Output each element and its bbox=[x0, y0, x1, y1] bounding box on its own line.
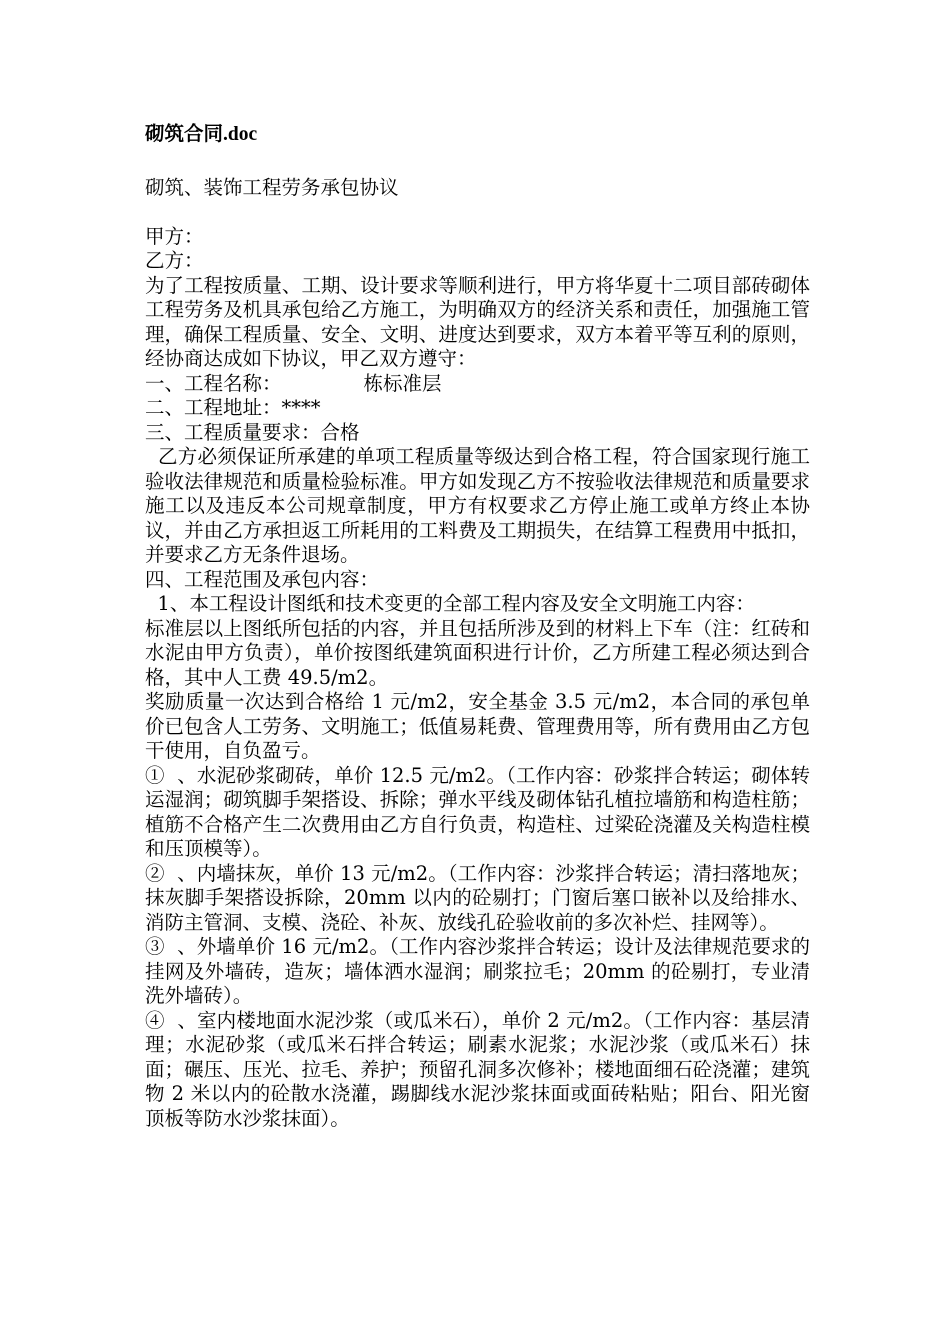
scope-paragraph-2: 标准层以上图纸所包括的内容，并且包括所涉及到的材料上下车（注：红砖和水泥由甲方负责），单价按图纸建筑面积进行计价，乙方所建工程必须达到合格，其中人工费 49.5/m2。 bbox=[145, 616, 810, 689]
party-a-label: 甲方： bbox=[145, 224, 204, 248]
document-page bbox=[145, 122, 810, 1131]
contract-heading: 砌筑、装饰工程劳务承包协议 bbox=[145, 176, 399, 199]
quality-requirement-line: 三、工程质量要求：合格 bbox=[145, 420, 360, 444]
project-name-value: 栋标准层 bbox=[363, 371, 442, 395]
file-title: 砌筑合同.doc bbox=[145, 124, 258, 145]
intro-paragraph: 为了工程按质量、工期、设计要求等顺利进行，甲方将华夏十二项目部砖砌体工程劳务及机具承包给乙方施工，为明确双方的经济关系和责任，加强施工管理，确保工程质量、安全、文明、进度达到要求，双方本着平等互利的原则，经协商达成如下协议，甲乙双方遵守： bbox=[145, 273, 810, 370]
project-name-label: 一、工程名称： bbox=[145, 371, 282, 395]
quality-paragraph: 乙方必须保证所承建的单项工程质量等级达到合格工程，符合国家现行施工验收法律规范和质量检验标准。甲方如发现乙方不按验收法律规范和质量要求施工以及违反本公司规章制度，甲方有权要求乙方停止施工或单方终止本协议，并由乙方承担返工所耗用的工料费及工期损失，在结算工程费用中抵扣，并要求乙方无条件退场。 bbox=[145, 445, 810, 566]
scope-paragraph-3: 奖励质量一次达到合格给 1 元/m2，安全基金 3.5 元/m2，本合同的承包单价已包含人工劳务、文明施工；低值易耗费、管理费用等，所有费用由乙方包干使用，自负盈亏。 bbox=[145, 690, 810, 762]
clause-3: ③ 、外墙单价 16 元/m2。（工作内容沙浆拌合转运；设计及法律规范要求的挂网及外墙砖，造灰；墙体洒水湿润；刷浆拉毛；20mm 的砼剔打，专业清洗外墙砖）。 bbox=[145, 935, 810, 1007]
clause-4: ④ 、室内楼地面水泥沙浆（或瓜米石），单价 2 元/m2。（工作内容：基层清理；水泥砂浆（或瓜米石拌合转运；刷素水泥浆；水泥沙浆（或瓜米石）抹面；碾压、压光、拉毛、养护；预留孔洞多次修补；楼地面细石砼浇灌；建筑物 2 米以内的砼散水浇灌，踢脚线水泥沙浆抹面或面砖粘贴；阳台、阳光窗顶板等防水沙浆抹面）。 bbox=[145, 1008, 810, 1130]
scope-paragraph-1: 1、本工程设计图纸和技术变更的全部工程内容及安全文明施工内容： bbox=[145, 592, 755, 615]
party-b-label: 乙方： bbox=[145, 249, 204, 272]
clause-1: ① 、水泥砂浆砌砖，单价 12.5 元/m2。（工作内容：砂浆拌合转运；砌体转运湿润；砌筑脚手架搭设、拆除；弹水平线及砌体钻孔植拉墙筋和构造柱筋；植筋不合格产生二次费用由乙方自行负责，构造柱、过梁砼浇灌及关构造柱模和压顶模等）。 bbox=[145, 763, 810, 860]
scope-heading: 四、工程范围及承包内容： bbox=[145, 567, 380, 591]
project-address-line: 二、工程地址：**** bbox=[145, 396, 321, 419]
clause-2: ② 、内墙抹灰，单价 13 元/m2。（工作内容：沙浆拌合转运；清扫落地灰；抹灰脚手架搭设拆除，20mm 以内的砼剔打；门窗后塞口嵌补以及给排水、消防主管洞、支模、浇砼、补灰、放线孔砼验收前的多次补烂、挂网等）。 bbox=[145, 861, 810, 934]
project-name-line bbox=[145, 372, 810, 397]
